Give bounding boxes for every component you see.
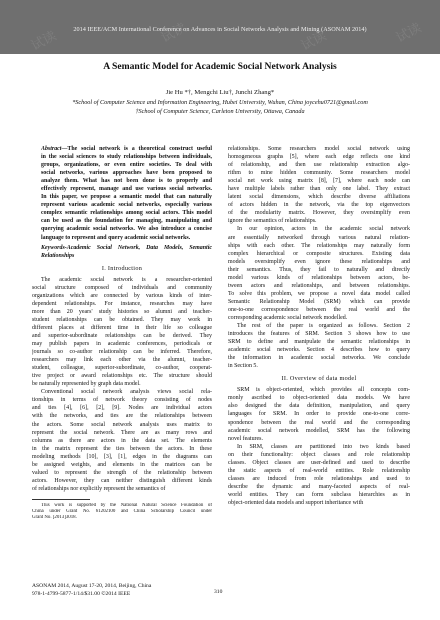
text-line: SRM is object-oriented, which provides all concepts com- (237, 387, 410, 394)
text-line: tween actors and relationships, and between relationships. (228, 282, 410, 289)
page-footer (32, 582, 151, 598)
text-line: complex semantic relationships among social actors. This model (41, 210, 212, 217)
text-line: are essentially networked through various natural relation- (228, 234, 410, 241)
text-line: represent various academic social networks, especially various (41, 202, 212, 209)
text-line: represent the social network. There are as many rows and (32, 429, 212, 436)
text-line: model various kinds of relationships between actors, be- (228, 274, 410, 281)
text-line: student, colleague, superior-subordinate, co-author, cooperat- (32, 365, 212, 372)
author-block (0, 88, 440, 117)
conference-header-bar (0, 0, 440, 54)
text-line: spondence between the real world and the corresponding (228, 419, 410, 426)
author-names: Jie Hu *†, Mengchi Liu†, Junchi Zhang* (165, 89, 275, 96)
intro-paragraph-5 (228, 322, 410, 370)
text-line: Semantic Relationship Model (SRM) which can provide (228, 298, 410, 305)
text-line: rithm to mine hidden community. Some researchers model (228, 170, 410, 177)
text-line: classes are induced from role relationships and used to (228, 475, 410, 482)
text-line: different places at different time in their life so colleague (32, 324, 212, 331)
text-line: In our opinion, actors in the academic social network (237, 226, 410, 233)
text-line: To solve this problem, we propose a novel data model called (228, 290, 410, 297)
left-column (32, 145, 212, 521)
text-line: social networks, various approaches have been proposed to (41, 170, 212, 177)
text-line: Conventional social network analysis views social rela- (41, 389, 212, 396)
text-line: social net work using matrix [8], [7], where each node can (228, 178, 410, 185)
isbn-line: 978-1-4799-5877-1/14/$31.00 ©2014 IEEE (32, 591, 131, 597)
text-line: tive project or award relationships etc. The structure should (32, 373, 212, 380)
text-line: of actors hidden in the network, via the top eigenvectors (228, 202, 410, 209)
text-line: world entities. They can form subclass hierarchies as in (228, 491, 410, 498)
watermark: 试读 (393, 19, 424, 46)
text-line: introduces the features of SRM. Section 3 shows how to use (228, 331, 410, 338)
text-line: latent social dimensions, which describe diverse affiliations (228, 194, 410, 201)
text-line: be naturally represented by graph data model. (32, 381, 141, 388)
text-line: object-oriented data models and support inheritance with (228, 499, 364, 506)
intro-paragraph-2 (32, 388, 212, 493)
text-line: classes. Object classes are user-defined and used to describe (228, 459, 410, 466)
watermark: 试读 (298, 27, 329, 54)
text-line: ignore the semantics of relationships. (228, 218, 317, 225)
page-number: 310 (214, 589, 223, 595)
text-line: languages for SRM. In order to provide one-to-one corre- (228, 411, 410, 418)
text-line: Keywords-Academic Social Network, Data Models, Semantic (41, 244, 212, 251)
text-line: monly ascribed to object-oriented data models. We have (228, 395, 410, 402)
text-line: in the social sciences to study relationships between individuals, (41, 154, 212, 161)
intro-paragraph-4 (228, 225, 410, 322)
text-line: be assigned weights, and elements in the matrices can be (32, 461, 212, 468)
text-line: the information in academic social networks. We conclude (228, 355, 410, 362)
affiliation-2: †School of Computer Science, Carleton University, Ottawa, Canada (135, 108, 305, 116)
text-line: one-to-one correspondence between the real world and the (228, 306, 410, 313)
conference-header: 2014 IEEE/ACM International Conference on Advances in Social Networks Analysis and Mining (ASONAM 2014) (73, 26, 367, 33)
text-line: with the networks, and ties are the relationships between (32, 413, 212, 420)
footnote-rule (32, 499, 90, 500)
text-line: have multiple labels rather than only one label. They extract (228, 186, 410, 193)
keywords (32, 244, 212, 260)
text-line: dependent relationships. For instance, researches may have (32, 300, 212, 307)
text-line: Grant No. [2013]3018. (32, 515, 77, 521)
text-line: complex hierarchical or composite structures. Existing data (228, 250, 410, 257)
text-line: journals so co-author relationship can be inferred. Therefore, (32, 349, 212, 356)
text-line: models oversimplify even ignore these relationships and (228, 258, 410, 265)
watermark: 试读 (28, 27, 59, 54)
funding-footnote (32, 503, 212, 522)
text-line: valued to represent the strength of the relationship between (32, 469, 212, 476)
text-line: the actors. Some social network analysis uses matrix to (32, 421, 212, 428)
text-line: China under Grant No. 61202100 and China Scholarship Council under (32, 509, 212, 515)
text-line-body: The social network is a theoretical construct useful (67, 146, 212, 152)
text-line: Relationships (41, 252, 75, 259)
text-line: actors. However, they can neither distinguish different kinds (32, 477, 212, 484)
text-line: groups, organizations, or even entire societies. To deal with (41, 162, 212, 169)
venue-line: ASONAM 2014, August 17-20, 2014, Beijing, China (32, 583, 152, 589)
text-line: their semantics. Thus, they fail to naturally and directly (228, 266, 410, 273)
text-line: effectively represent, manage and use various social networks. (41, 186, 212, 193)
text-line: on their functionality: object classes and role relationship (228, 451, 410, 458)
text-line: relationships. Some researchers model social network using (228, 146, 410, 152)
section-heading-overview: II. Overview of data model (281, 375, 357, 383)
text-line: columns as there are actors in the data set. The elements (32, 437, 212, 444)
text-line: novel features. (228, 435, 263, 442)
text-line: and superior-subordinate relationships can be derived. They (32, 332, 212, 339)
text-line: tionships in terms of network theory consisting of nodes (32, 397, 212, 404)
text-line: In this paper, we propose a semantic model that can naturally (41, 194, 212, 201)
text-line: describe the dynamic and many-faceted aspects of real- (228, 483, 410, 490)
text-line: of the modularity matrix. However, they oversimplify even (228, 210, 410, 217)
overview-paragraph-2 (228, 443, 410, 507)
right-column (228, 145, 410, 507)
text-line: In SRM, classes are partitioned into two kinds based (237, 443, 410, 450)
text-line: in the matrix represent the ties between the actors. In these (32, 445, 212, 452)
text-line: analyze them. What has not been done is to properly and (41, 178, 212, 185)
text-line: researchers may link each other via the alumni, teacher- (32, 357, 212, 364)
text-line: student relationships can be obtained. They may work in (32, 316, 212, 323)
text-line: the static aspects of real-world entities. Role relationship (228, 467, 410, 474)
text-line: social structure composed of individuals and community (32, 284, 212, 291)
text-line: organizations which are connected by various kinds of inter- (32, 292, 212, 299)
text-line: academic social network modelled, SRM has the following (228, 427, 410, 434)
watermark: 试读 (158, 19, 189, 46)
affiliation-1: *School of Computer Science and Information Engineering, Hubei University, Wuhan, China joycehu0721@gmail.com (72, 98, 368, 106)
text-line: querying academic social networks. We also introduce a concise (41, 226, 212, 233)
text-line: This work is supported by the National Natural Science Foundation of (41, 502, 212, 508)
text-line: The academic social network is a researcher-oriented (41, 276, 212, 283)
text-line: may publish papers in academic conferences, periodicals or (32, 341, 212, 348)
text-line: corresponding academic social network modelled. (228, 314, 348, 321)
text-line: homogeneous graphs [5], where each edge reflects one kind (228, 154, 410, 161)
abstract (32, 145, 212, 242)
abstract-label: Abstract— (41, 146, 68, 152)
text-line (41, 145, 212, 153)
text-line: of relationship, and then use relationship extraction algo- (228, 162, 410, 169)
paper-title: A Semantic Model for Academic Social Network Analysis (103, 61, 337, 72)
section-heading-introduction: I. Introduction (101, 264, 143, 272)
text-line: of relationships nor explicitly represent the semantics of (32, 485, 166, 492)
text-line: can be used as the foundation for managing, manipulating and (41, 218, 212, 225)
text-line: SRM to define and manipulate the semantic relationships in (228, 339, 410, 346)
text-line: language to represent and query academic social networks. (41, 234, 191, 241)
text-line: academic social networks. Section 4 describes how to query (228, 347, 410, 354)
text-line: more than 20 years' study histories so alumni and teacher- (32, 308, 212, 315)
text-line: ships with each other. The relationships may naturally form (228, 242, 410, 249)
text-line: and ties [4], [6], [2], [9]. Nodes are individual actors (32, 405, 212, 412)
intro-paragraph-3 (228, 145, 410, 225)
text-line: in Section 5. (228, 363, 258, 370)
text-line: modeling methods [10], [3], [1], edges in the diagrams can (32, 453, 212, 460)
overview-paragraph-1 (228, 386, 410, 442)
intro-paragraph-1 (32, 276, 212, 389)
text-line: The rest of the paper is organized as follows. Section 2 (237, 323, 410, 330)
text-line: also designed the data definition, manipulation, and query (228, 403, 410, 410)
